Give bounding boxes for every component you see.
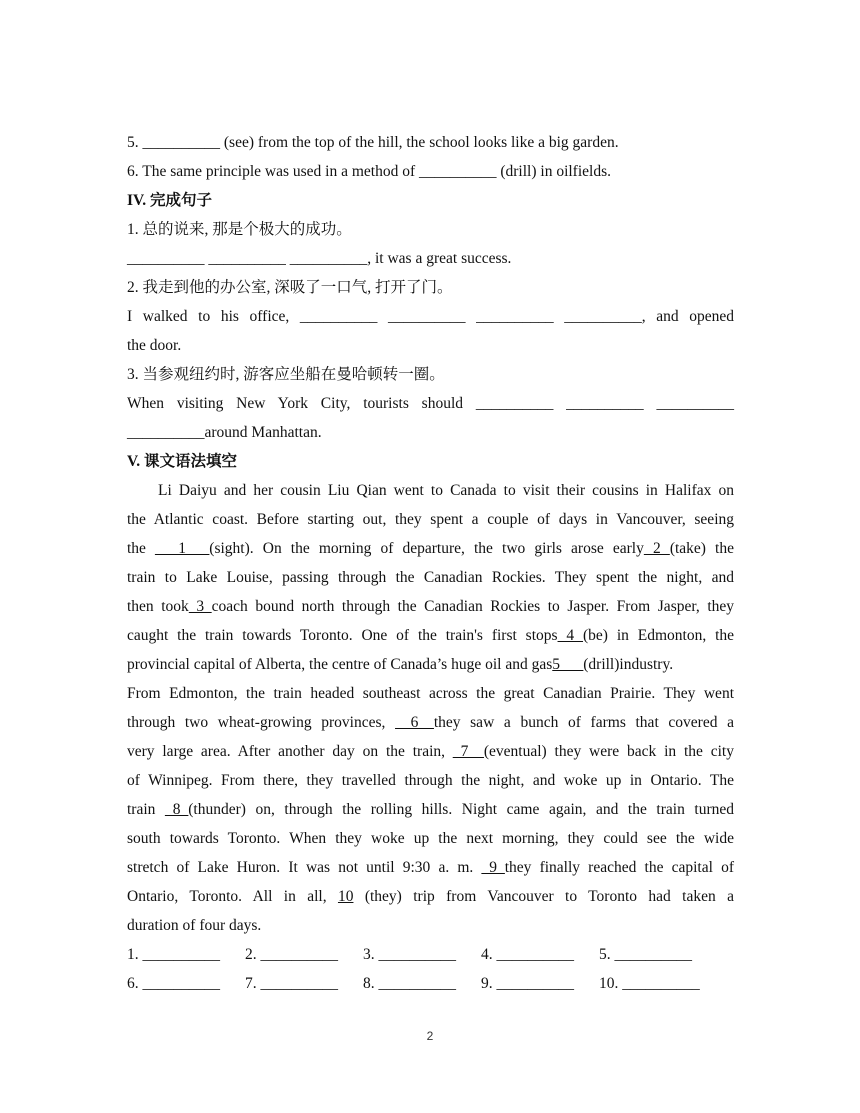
section-4-q1-chinese: 1. 总的说来, 那是个极大的成功。 xyxy=(127,221,352,238)
page-number: 2 xyxy=(426,1029,434,1043)
section-4-q3-english-line1: When visiting New York City, tourists should __________ __________ __________ xyxy=(127,395,734,412)
answer-blank-1: 1. __________ xyxy=(127,946,220,963)
question-6: 6. The same principle was used in a method of __________ (drill) in oilfields. xyxy=(127,163,611,180)
section-4-q3-english-line2: __________around Manhattan. xyxy=(127,424,322,441)
answer-blank-4: 4. __________ xyxy=(481,946,574,963)
blank-2: 2 xyxy=(643,540,670,557)
passage-line-11: of Winnipeg. From there, they travelled through the night, and woke up in Ontario. The xyxy=(127,772,734,789)
answer-row-2 xyxy=(127,969,734,998)
passage-line-5: then took 3 coach bound north through the Canadian Rockies to Jasper. From Jasper, they xyxy=(127,598,735,615)
passage-line-7: provincial capital of Alberta, the centre of Canada’s huge oil and gas5___(drill)industry. xyxy=(127,656,674,673)
passage-line-8: From Edmonton, the train headed southeast across the great Canadian Prairie. They went xyxy=(127,685,734,702)
answer-blank-6: 6. __________ xyxy=(127,975,220,992)
answer-blank-3: 3. __________ xyxy=(363,946,456,963)
blank-4: 4 xyxy=(557,627,584,644)
section-4-q2-english-line1: I walked to his office, __________ __________ __________ __________, and opened xyxy=(127,308,734,325)
section-4-q1-english: __________ __________ __________, it was a great success. xyxy=(127,250,512,267)
section-4-q3-chinese: 3. 当参观纽约时, 游客应坐船在曼哈顿转一圈。 xyxy=(127,366,445,383)
answer-blank-7: 7. __________ xyxy=(245,975,338,992)
blank-3: 3 xyxy=(188,598,212,615)
answer-blank-8: 8. __________ xyxy=(363,975,456,992)
passage-line-6: caught the train towards Toronto. One of the train's first stops 4 (be) in Edmonton, the xyxy=(127,627,735,644)
answer-blank-9: 9. __________ xyxy=(481,975,574,992)
passage-line-2: the Atlantic coast. Before starting out, they spent a couple of days in Vancouver, seeing xyxy=(127,511,734,528)
passage-line-9: through two wheat-growing provinces, __6__they saw a bunch of farms that covered a xyxy=(127,714,734,731)
question-5: 5. __________ (see) from the top of the hill, the school looks like a big garden. xyxy=(127,134,619,151)
passage-line-3: the ___1___(sight). On the morning of departure, the two girls arose early 2 (take) the xyxy=(127,540,734,557)
passage-line-13: south towards Toronto. When they woke up the next morning, they could see the wide xyxy=(127,830,734,847)
passage-line-10: very large area. After another day on the train, _7__(eventual) they were back in the city xyxy=(127,743,734,760)
passage-line-14: stretch of Lake Huron. It was not until 9:30 a. m. _9_they finally reached the capital of xyxy=(127,859,734,876)
blank-5: 5___ xyxy=(552,656,584,673)
passage-line-15: Ontario, Toronto. All in all, 10 (they) trip from Vancouver to Toronto had taken a xyxy=(127,888,734,905)
answer-blank-10: 10. __________ xyxy=(599,975,700,992)
answer-row-1 xyxy=(127,940,734,969)
blank-7: _7__ xyxy=(452,743,484,760)
passage-line-4: train to Lake Louise, passing through the Canadian Rockies. They spent the night, and xyxy=(127,569,734,586)
blank-1: ___1___ xyxy=(155,540,210,557)
passage-line-12: train _8_(thunder) on, through the rolling hills. Night came again, and the train turned xyxy=(127,801,734,818)
section-4-heading: IV. 完成句子 xyxy=(127,192,212,209)
blank-9: _9_ xyxy=(481,859,505,876)
answer-blank-5: 5. __________ xyxy=(599,946,692,963)
blank-10: 10 xyxy=(337,888,354,905)
answer-blank-2: 2. __________ xyxy=(245,946,338,963)
section-5-heading: V. 课文语法填空 xyxy=(127,453,237,470)
blank-8: _8_ xyxy=(164,801,189,818)
blank-6: __6__ xyxy=(395,714,434,731)
section-4-q2-chinese: 2. 我走到他的办公室, 深吸了一口气, 打开了门。 xyxy=(127,279,453,296)
section-4-q2-english-line2: the door. xyxy=(127,337,182,354)
document-body xyxy=(127,128,734,998)
passage-line-1: Li Daiyu and her cousin Liu Qian went to Canada to visit their cousins in Halifax on xyxy=(158,482,734,499)
passage-line-16: duration of four days. xyxy=(127,917,262,934)
